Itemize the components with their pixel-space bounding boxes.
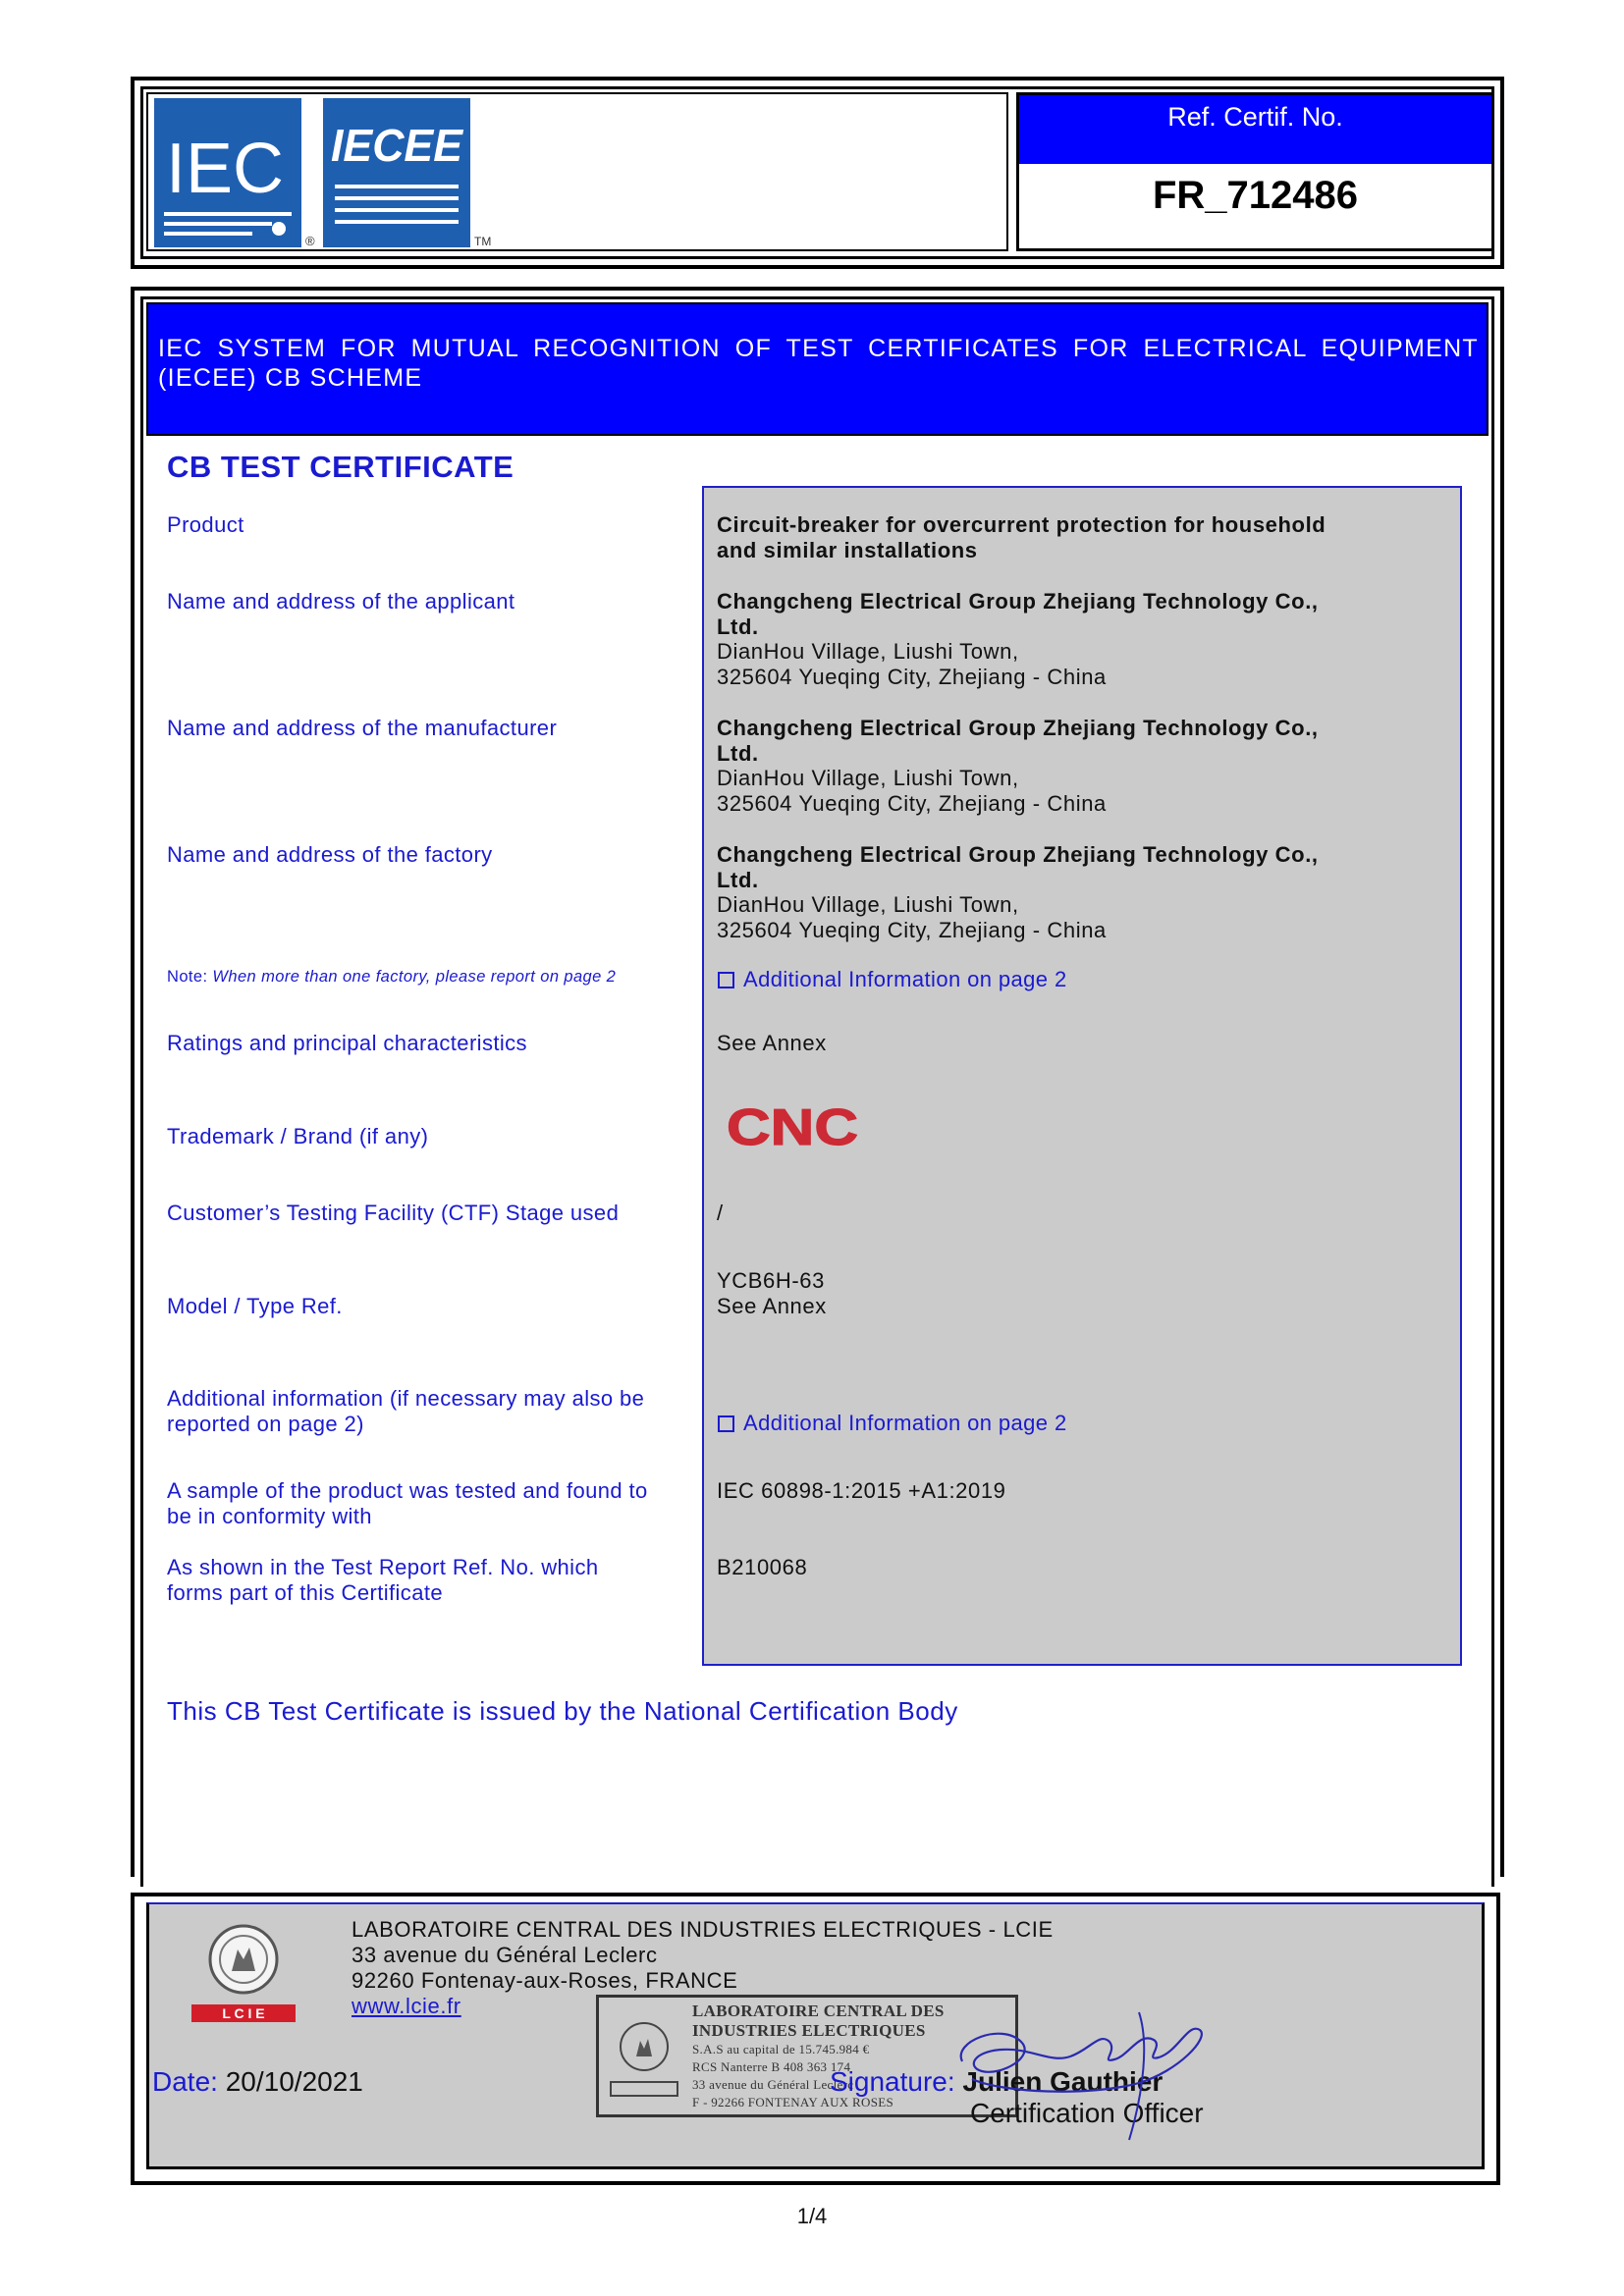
iec-logo-text: IEC <box>166 130 285 208</box>
signatory-name: Julien Gauthier <box>962 2066 1164 2097</box>
applicant-address: 325604 Yueqing City, Zhejiang - China <box>717 664 1107 689</box>
conformity-label-line: be in conformity with <box>167 1504 372 1528</box>
stamp-seal-figure <box>636 2039 652 2056</box>
signature-label: Signature: <box>830 2066 955 2097</box>
additional-info-label <box>167 1386 685 1437</box>
note-prefix: Note: <box>167 968 208 986</box>
iec-logo-stripe <box>164 212 292 216</box>
factory-address: DianHou Village, Liushi Town, <box>717 892 1019 917</box>
signatory-role: Certification Officer <box>970 2098 1204 2128</box>
trademark-icon: TM <box>474 235 492 248</box>
factory-name: Changcheng Electrical Group Zhejiang Technology Co., <box>717 842 1319 867</box>
stamp-seal-ring <box>621 2023 668 2070</box>
lab-website-link[interactable]: www.lcie.fr <box>352 1994 461 2018</box>
applicant-name: Ltd. <box>717 614 759 639</box>
issued-by-statement: This CB Test Certificate is issued by the National Certification Body <box>167 1696 958 1726</box>
certificate-header <box>131 77 1504 269</box>
logo-box <box>146 92 1008 251</box>
lab-name: LABORATOIRE CENTRAL DES INDUSTRIES ELECTRIQUES - LCIE <box>352 1917 1054 1942</box>
trademark-label: Trademark / Brand (if any) <box>167 1124 429 1148</box>
signature-stroke <box>1129 2012 1144 2140</box>
note-text: When more than one factory, please report on page 2 <box>212 968 617 986</box>
test-report-label-line: As shown in the Test Report Ref. No. which <box>167 1555 599 1579</box>
additional-info-label-line: Additional information (if necessary may also be <box>167 1386 645 1411</box>
product-label: Product <box>167 512 244 537</box>
model-annex: See Annex <box>717 1293 827 1318</box>
test-report-number: B210068 <box>717 1555 808 1579</box>
test-report-label <box>167 1555 685 1606</box>
manufacturer-name: Changcheng Electrical Group Zhejiang Technology Co., <box>717 716 1319 740</box>
manufacturer-label: Name and address of the manufacturer <box>167 716 558 740</box>
factory-address: 325604 Yueqing City, Zhejiang - China <box>717 917 1107 942</box>
iecee-logo-stripe <box>335 185 459 188</box>
applicant-value <box>717 589 1424 689</box>
manufacturer-address: DianHou Village, Liushi Town, <box>717 766 1019 790</box>
iecee-logo-stripe <box>335 220 459 224</box>
date-label: Date: <box>152 2066 218 2097</box>
date-value: 20/10/2021 <box>225 2066 363 2097</box>
page-number: 1/4 <box>796 2204 828 2228</box>
iec-logo-stripe <box>164 222 272 226</box>
signature-stroke <box>961 2029 1202 2092</box>
checkbox-label: Additional Information on page 2 <box>743 1411 1067 1435</box>
factory-name: Ltd. <box>717 867 759 892</box>
ref-label: Ref. Certif. No. <box>1019 95 1491 164</box>
checkbox-icon[interactable] <box>718 972 734 988</box>
product-line: Circuit-breaker for overcurrent protection for household <box>717 512 1326 537</box>
product-value <box>717 512 1424 562</box>
iec-logo-stripe <box>164 232 252 236</box>
checkbox-label: Additional Information on page 2 <box>743 967 1067 991</box>
model-label: Model / Type Ref. <box>167 1294 343 1318</box>
bureau-veritas-lcie-logo <box>187 1914 309 2032</box>
additional-info-checkbox-2[interactable] <box>718 1411 1067 1436</box>
factory-label: Name and address of the factory <box>167 842 493 867</box>
cnc-logo-text: CNC <box>727 1099 858 1156</box>
stamp-line: F - 92266 FONTENAY AUX ROSES <box>692 2095 893 2109</box>
manufacturer-value <box>717 716 1424 816</box>
conformity-label <box>167 1478 685 1529</box>
model-number: YCB6H-63 <box>717 1268 825 1293</box>
ratings-label: Ratings and principal characteristics <box>167 1031 527 1055</box>
factory-value <box>717 842 1424 942</box>
issue-date <box>152 2066 363 2098</box>
stamp-line: 33 avenue du Général Leclerc <box>692 2077 854 2092</box>
ctf-value: / <box>717 1201 724 1225</box>
stamp-lcie-bar <box>611 2082 677 2096</box>
lab-address: 92260 Fontenay-aux-Roses, FRANCE <box>352 1968 738 1993</box>
lcie-logo-text: L C I E <box>222 2005 265 2021</box>
scheme-title: IEC SYSTEM FOR MUTUAL RECOGNITION OF TEST CERTIFICATES FOR ELECTRICAL EQUIPMENT (IECEE) CB SCHEME <box>146 302 1489 436</box>
ref-certificate-box <box>1016 92 1494 251</box>
stamp-line: LABORATOIRE CENTRAL DES <box>692 2002 945 2020</box>
additional-info-checkbox-1[interactable] <box>718 967 1067 992</box>
ref-number: FR_712486 <box>1152 174 1359 217</box>
iecee-logo-stripe <box>335 208 459 212</box>
stamp-line: INDUSTRIES ELECTRIQUES <box>692 2021 926 2040</box>
iec-logo-dot <box>272 222 286 236</box>
ctf-label: Customer’s Testing Facility (CTF) Stage used <box>167 1201 620 1225</box>
factory-note <box>167 968 616 987</box>
handwritten-signature <box>943 2002 1227 2150</box>
product-line: and similar installations <box>717 537 978 562</box>
test-report-label-line: forms part of this Certificate <box>167 1580 443 1605</box>
iecee-logo-text: IECEE <box>331 120 464 171</box>
lab-address: 33 avenue du Général Leclerc <box>352 1943 658 1967</box>
checkbox-icon[interactable] <box>718 1415 734 1432</box>
applicant-label: Name and address of the applicant <box>167 589 515 614</box>
manufacturer-address: 325604 Yueqing City, Zhejiang - China <box>717 790 1107 816</box>
stamp-line: RCS Nanterre B 408 363 174 <box>692 2059 851 2074</box>
manufacturer-name: Ltd. <box>717 740 759 766</box>
additional-info-label-line: reported on page 2) <box>167 1412 364 1436</box>
model-value <box>717 1268 1424 1318</box>
registered-mark-icon: ® <box>305 234 315 248</box>
stamp-seal-icon <box>609 2013 679 2104</box>
applicant-address: DianHou Village, Liushi Town, <box>717 639 1019 664</box>
stamp-line: S.A.S au capital de 15.745.984 € <box>692 2042 870 2056</box>
applicant-name: Changcheng Electrical Group Zhejiang Technology Co., <box>717 589 1319 614</box>
cnc-brand-logo <box>725 1097 862 1156</box>
iecee-logo-stripe <box>335 196 459 200</box>
iec-iecee-logo <box>148 94 512 249</box>
certificate-title: CB TEST CERTIFICATE <box>167 450 514 484</box>
ratings-value: See Annex <box>717 1031 827 1055</box>
conformity-label-line: A sample of the product was tested and found to <box>167 1478 648 1503</box>
conformity-standard: IEC 60898-1:2015 +A1:2019 <box>717 1478 1006 1503</box>
